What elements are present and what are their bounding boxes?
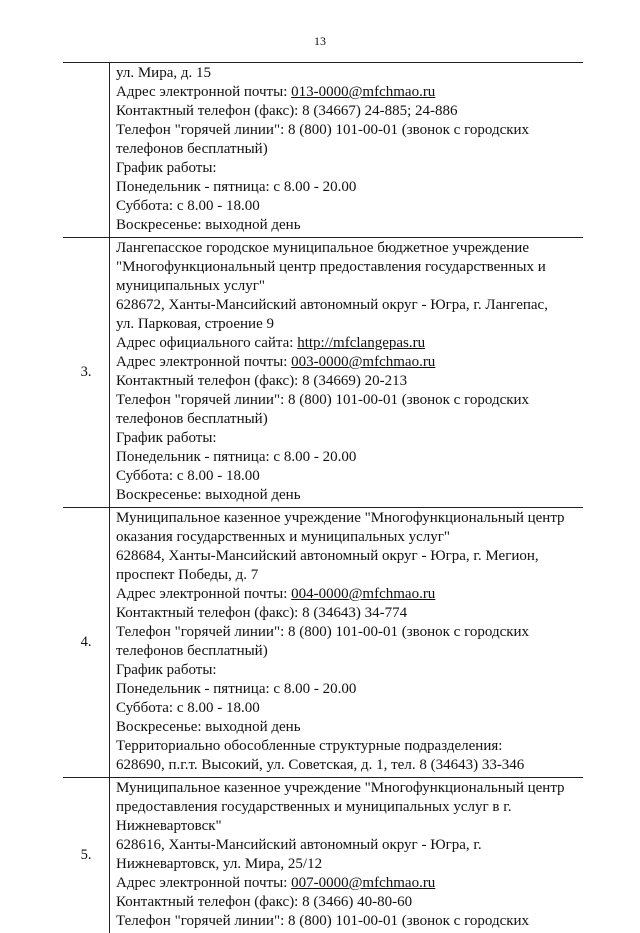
org-name-line: "Многофункциональный центр предоставления государственных и [116,259,546,275]
schedule-sunday: Воскресенье: выходной день [116,719,301,735]
schedule-sunday: Воскресенье: выходной день [116,217,301,233]
row-number-cell [63,63,110,237]
email-label: Адрес электронной почты: [116,586,292,602]
org-name-line: предоставления государственных и муниципальных услуг в г. [116,799,512,815]
mfc-table [63,62,583,933]
address-line: Нижневартовск, ул. Мира, 25/12 [116,856,323,872]
row-content [110,508,583,777]
schedule-weekdays: Понедельник - пятница: с 8.00 - 20.00 [116,449,357,465]
address-line: 628684, Ханты-Мансийский автономный округ - Югра, г. Мегион, [116,548,539,564]
email-label: Адрес электронной почты: [116,354,292,370]
website-line [116,334,583,353]
subdivision-address: 628690, п.г.т. Высокий, ул. Советская, д. 1, тел. 8 (34643) 33-346 [116,757,525,773]
schedule-weekdays: Понедельник - пятница: с 8.00 - 20.00 [116,179,357,195]
website-label: Адрес официального сайта: [116,335,298,351]
hotline-line: Телефон "горячей линии": 8 (800) 101-00-01 (звонок с городских [116,913,530,929]
address-line: ул. Парковая, строение 9 [116,316,274,332]
address-line: 628672, Ханты-Мансийский автономный округ - Югра, г. Лангепас, [116,297,548,313]
email-label: Адрес электронной почты: [116,875,292,891]
org-name-line: Лангепасское городское муниципальное бюджетное учреждение [116,240,529,256]
row-content [110,238,583,507]
row-number-cell: 5. [63,778,110,933]
email-label: Адрес электронной почты: [116,84,292,100]
email-link[interactable]: 004-0000@mfchmao.ru [291,586,436,602]
schedule-saturday: Суббота: с 8.00 - 18.00 [116,198,260,214]
hotline-line: Телефон "горячей линии": 8 (800) 101-00-01 (звонок с городских [116,392,530,408]
email-link[interactable]: 003-0000@mfchmao.ru [291,354,436,370]
row-number-cell: 4. [63,508,110,777]
email-line [116,585,583,604]
phone-line: Контактный телефон (факс): 8 (34669) 20-213 [116,373,408,389]
org-name-line: оказания государственных и муниципальных услуг" [116,529,451,545]
schedule-heading: График работы: [116,430,217,446]
table-row-5 [63,777,583,933]
website-link[interactable]: http://mfclangepas.ru [297,335,426,351]
org-name-line: Нижневартовск" [116,818,222,834]
hotline-line-cont: телефонов бесплатный) [116,643,268,659]
schedule-saturday: Суббота: с 8.00 - 18.00 [116,468,260,484]
schedule-saturday: Суббота: с 8.00 - 18.00 [116,700,260,716]
address-line: ул. Мира, д. 15 [116,65,211,81]
row-number-cell: 3. [63,238,110,507]
row-content [110,778,583,933]
email-link[interactable]: 013-0000@mfchmao.ru [291,84,436,100]
phone-line: Контактный телефон (факс): 8 (3466) 40-80-60 [116,894,413,910]
hotline-line: Телефон "горячей линии": 8 (800) 101-00-01 (звонок с городских [116,624,530,640]
org-name-line: Муниципальное казенное учреждение "Многофункциональный центр [116,510,565,526]
hotline-line-cont: телефонов бесплатный) [116,411,268,427]
hotline-line-cont: телефонов бесплатный) [116,141,268,157]
row-content [110,63,583,237]
table-row-continued [63,62,583,237]
email-line [116,353,583,372]
email-line [116,874,583,893]
email-line [116,83,583,102]
hotline-line: Телефон "горячей линии": 8 (800) 101-00-01 (звонок с городских [116,122,530,138]
table-row-3 [63,237,583,507]
address-line: 628616, Ханты-Мансийский автономный округ - Югра, г. [116,837,482,853]
schedule-heading: График работы: [116,662,217,678]
schedule-heading: График работы: [116,160,217,176]
org-name-line: муниципальных услуг" [116,278,266,294]
subdivisions-heading: Территориально обособленные структурные подразделения: [116,738,503,754]
schedule-sunday: Воскресенье: выходной день [116,487,301,503]
phone-line: Контактный телефон (факс): 8 (34643) 34-774 [116,605,408,621]
address-line: проспект Победы, д. 7 [116,567,259,583]
schedule-weekdays: Понедельник - пятница: с 8.00 - 20.00 [116,681,357,697]
page-number: 13 [314,34,326,48]
org-name-line: Муниципальное казенное учреждение "Многофункциональный центр [116,780,565,796]
email-link[interactable]: 007-0000@mfchmao.ru [291,875,436,891]
table-row-4 [63,507,583,777]
phone-line: Контактный телефон (факс): 8 (34667) 24-885; 24-886 [116,103,458,119]
